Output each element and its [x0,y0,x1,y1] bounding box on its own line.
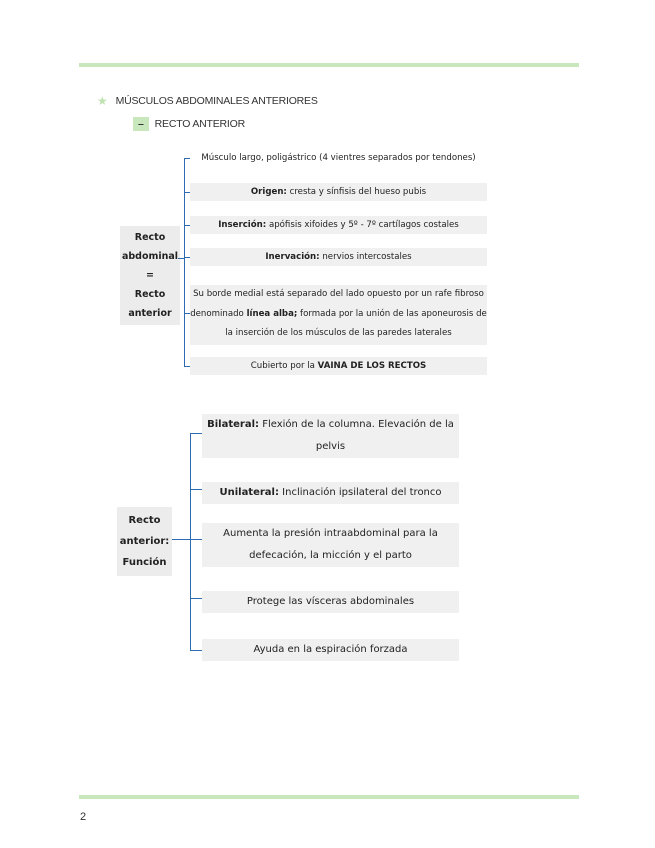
dash-bullet-icon: – [133,117,149,131]
diagram1-item: Origen: cresta y sínfisis del hueso pubis [190,183,487,201]
diagram2-item: Protege las vísceras abdominales [202,591,459,613]
diagram1-item: Cubierto por la VAINA DE LOS RECTOS [190,357,487,375]
diagram1-item: Su borde medial está separado del lado opuesto por un rafe fibroso denominado línea alba; formada por la unión de las aponeurosis de la inserción de los músculos de las paredes laterales [190,285,487,345]
star-icon: ★ [97,94,108,108]
diagram1-item: Inserción: apófisis xifoides y 5º - 7º cartílagos costales [190,216,487,234]
diagram2-bracket [190,433,191,651]
diagram2-item: Ayuda en la espiración forzada [202,639,459,661]
top-rule [79,63,579,67]
diagram2-item: Unilateral: Inclinación ipsilateral del tronco [202,482,459,504]
diagram2-branch [190,598,202,599]
diagram2-item: Bilateral: Flexión de la columna. Elevación de la pelvis [202,414,459,458]
diagram2-concept: Recto anterior: Función [117,507,172,576]
diagram2-branch [190,433,202,434]
diagram2-branch [190,489,202,490]
bottom-rule [79,795,579,799]
page-number: 2 [80,811,87,823]
section-heading [97,95,318,107]
subsection-title: RECTO ANTERIOR [154,118,245,130]
section-title: MÚSCULOS ABDOMINALES ANTERIORES [115,95,318,107]
subsection-heading [133,117,245,131]
diagram1-item: Músculo largo, poligástrico (4 vientres separados por tendones) [201,153,476,163]
diagram2-item: Aumenta la presión intraabdominal para la defecación, la micción y el parto [202,523,459,567]
diagram2-branch [190,539,202,540]
diagram1-concept: Recto abdominal = Recto anterior [120,226,180,325]
diagram2-branch [190,650,202,651]
diagram2-stem [172,539,190,540]
diagram1-item: Inervación: nervios intercostales [190,248,487,266]
diagram1-bracket [184,158,185,367]
